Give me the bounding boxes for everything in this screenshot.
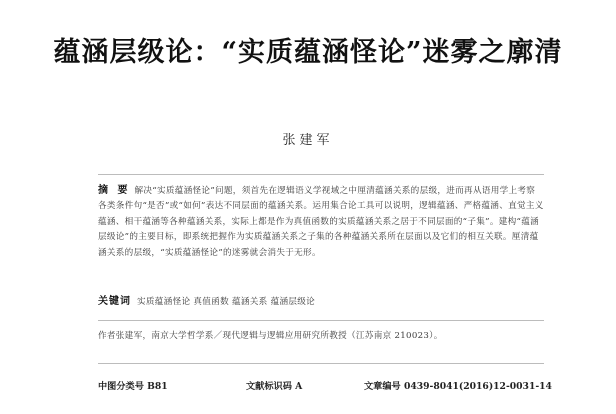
article-number: 文章编号 0439-8041(2016)12-0031-14 [364,381,552,392]
clc-number: 中图分类号 B81 [98,381,168,392]
abstract-text: 解决“实质蕴涵怪论”问题，须首先在逻辑语义学视域之中厘清蕴涵关系的层级，进而再从语用学上考察各类条件句“是否”或“如何”表达不同层面的蕴涵关系。运用集合论工具可以说明，逻辑蕴涵、严格蕴涵、直觉主义蕴涵、相干蕴涵等各种蕴涵关系，实际上都是作为真值函数的实质蕴涵关系之居于不同层面的“子集”。建构“蕴涵层级论”的主要目标，即系统把握作为实质蕴涵关系之子集的各种蕴涵关系所在层面以及它们的相互关联。厘清蕴涵关系的层级，“实质蕴涵怪论”的迷雾就会消失于无形。 [98,186,544,258]
keywords [98,295,544,309]
divider-bottom [98,363,544,364]
author-name: 张建军 [282,133,334,148]
abstract-label: 摘 要 [98,185,131,196]
paper-title: 蕴涵层级论：“实质蕴涵怪论”迷雾之廓清 [53,37,563,68]
document-code: 文献标识码 A [246,381,303,392]
keywords-text: 实质蕴涵怪论 真值函数 蕴涵关系 蕴涵层级论 [137,297,316,307]
author-note: 作者张建军，南京大学哲学系／现代逻辑与逻辑应用研究所教授（江苏南京 210023）。 [98,331,443,341]
keywords-label: 关键词 [98,296,131,307]
divider-top [98,174,544,175]
divider-middle [98,320,544,321]
abstract [98,183,544,261]
